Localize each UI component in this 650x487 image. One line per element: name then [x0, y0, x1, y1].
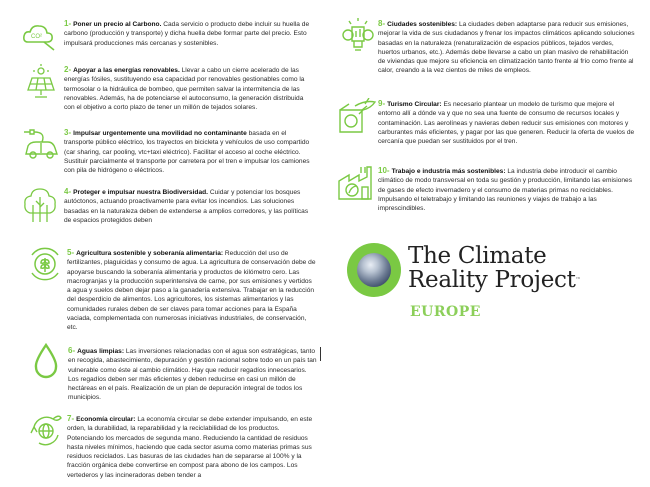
item-title: Proteger e impulsar nuestra Biodiversidad. — [73, 189, 208, 196]
item-body: Cada servicio o producto debe incluir su huella de carbono (producción y transporte) y dicha huella debe formar parte del precio. Esto impulsará producciones más cercanas y sostenibles. — [64, 21, 310, 47]
item-body: Es necesario plantear un modelo de turismo que mejore el entorno allí a dónde va y que no sea una fuente de consumo de recursos locales y contaminación. Las aerolíneas y navieras deben reducir sus emisiones con motores y carburantes más eficientes, y pagar por las que generen. Reducir la oferta de vuelos de cercanía que puedan ser sustituidos por el tren. — [378, 101, 635, 146]
item-body: Las inversiones relacionadas con el agua son estratégicas, tanto en recogida, abastecimiento, depuración y gestión racional sobre todo en un país tan vulnerable como éste al cambio climático. Hay que reducir regadíos innecesarios. Los regadíos deben ser más eficientes y deben reducirse en casi un millón de hectáreas en el país. Realización de un plan de depuración integral de todos los municipios. — [68, 348, 317, 402]
item-body: Reducción del uso de fertilizantes, plaguicidas y consumo de agua. La agricultura de conservación debe de apoyarse buscando la soberanía alimentaria y productos de kilómetro cero. Las macrogranjas y la producción superintensiva de carne, por sus emisiones y vertidos a agua y suelos deben dejar paso a la ganadería extensiva. Trabajar en la reducción del desperdicio de alimentos. Los agricultores, los sistemas alimentarios y las comunidades rurales deben de ser claves para tomar acciones para la España vaciada, complementada con numerosas iniciativas industriales, de conservación, etc. — [67, 250, 316, 332]
item-number: 3- — [64, 128, 72, 137]
co2-magnifier-icon — [22, 22, 58, 52]
item-number: 1- — [64, 19, 72, 28]
text-cursor — [320, 347, 321, 361]
item-9 — [378, 99, 636, 146]
item-4 — [64, 187, 314, 225]
item-title: Impulsar urgentemente una movilidad no contaminante — [73, 130, 247, 137]
logo-subtitle: EUROPE — [410, 304, 481, 320]
electric-car-icon — [22, 128, 60, 162]
wheat-cycle-icon — [26, 245, 64, 283]
svg-text:CO²: CO² — [31, 34, 42, 40]
item-number: 10- — [378, 166, 390, 175]
item-title: Economía circular: — [76, 416, 136, 423]
item-body: La ciudades deben adaptarse para reducir sus emisiones, mejorar la vida de sus ciudadanos y frenar los impactos climáticos aplicando soluciones basadas en la naturaleza (renaturalización de espacios públicos, tejados verdes, huertos urbanos, etc.). Además debe llevarse a cabo un plan masivo de rehabilitación de viviendas que mejore su eficiencia en climatización tanto frente al frío como frente al calor, creando a la vez cientos de miles de empleos. — [378, 21, 635, 75]
item-title: Aguas limpias: — [77, 348, 125, 355]
item-number: 2- — [64, 65, 72, 74]
item-10 — [378, 166, 636, 213]
item-8 — [378, 19, 636, 76]
item-body: La economía circular se debe extender impulsando, en este orden, la durabilidad, la reparabilidad y la reciclabilidad de los productos. Potenciando los mercados de segunda mano. Reduciendo la cantidad de residuos hasta niveles mínimos, haciendo que cada sector asuma como materias primas sus residuos reciclados. Las basuras de las ciudades han de separarse al 100% y la fracción orgánica debe convertirse en compost para abono de los campos. Los vertederos y las incineradoras deben tender a — [67, 416, 313, 479]
item-number: 4- — [64, 187, 72, 196]
green-factory-icon — [337, 165, 377, 201]
item-number: 5- — [67, 248, 75, 257]
item-body: basada en el transporte público eléctrico, los trayectos en bicicleta y vehículos de uso compartido (car sharing, car pooling, vtc+taxi eléctrico). Facilitar el acceso al coche eléctrico. Sustituir parcialmente el transporte por carretera por el tren e impulsar los camiones con pila de hidrógeno o eléctricos. — [64, 130, 310, 175]
item-1 — [64, 19, 314, 48]
logo-line-2 — [408, 268, 580, 292]
trademark-mark: ™ — [575, 277, 581, 283]
logo-line-2-text: Reality Project — [408, 267, 576, 293]
item-title: Poner un precio al Carbono. — [73, 21, 162, 28]
item-title: Agricultura sostenible y soberanía alimentaria: — [76, 250, 224, 257]
logo-line-1: The Climate — [408, 243, 547, 269]
item-number: 7- — [67, 414, 75, 423]
circular-tourism-plane-icon — [337, 98, 377, 134]
item-number: 8- — [378, 19, 386, 28]
solar-panel-icon — [22, 64, 60, 100]
logo-title — [408, 244, 580, 292]
item-title: Apoyar a las energías renovables. — [73, 67, 180, 74]
item-body: Llevar a cabo un cierre acelerado de las energías fósiles, sustituyendo esa capacidad por renovables gestionables como la termosolar o la hidráulica de bombeo, que permiten salvar la intermitencia de las renovables. Además, ha de potenciarse el autoconsumo, la generación distribuida con el objetivo a corto plazo de tener un millón de tejados solares. — [64, 67, 305, 112]
item-title: Trabajo e industria más sostenibles: — [391, 168, 506, 175]
earth-globe-icon — [357, 253, 391, 287]
item-2 — [64, 65, 314, 112]
water-drop-icon — [33, 343, 59, 379]
item-5 — [67, 248, 317, 333]
item-body: La industria debe introducir el cambio climático de modo transversal en toda su gestión y producción, limitando las emisiones de gases de efecto invernadero y el consumo de materias primas no reciclables. Impulsando el teletrabajo y limitando las reuniones y viajes de trabajo a las imprescindibles. — [378, 168, 632, 213]
item-title: Ciudades sostenibles: — [387, 21, 458, 28]
item-6 — [68, 346, 318, 403]
item-body: Cuidar y potenciar los bosques autóctonos, actuando proactivamente para evitar los incendios. Las soluciones basadas en la naturaleza deben de extenderse a amplios corredores, y las políticas de espacios protegidos deben — [64, 189, 309, 224]
item-number: 9- — [378, 99, 386, 108]
item-3 — [64, 128, 314, 175]
sustainable-city-bulb-icon — [340, 17, 376, 53]
item-7 — [67, 414, 317, 480]
recycle-globe-icon — [29, 413, 63, 447]
item-number: 6- — [68, 346, 76, 355]
item-title: Turismo Circular: — [387, 101, 442, 108]
trees-icon — [22, 187, 58, 223]
